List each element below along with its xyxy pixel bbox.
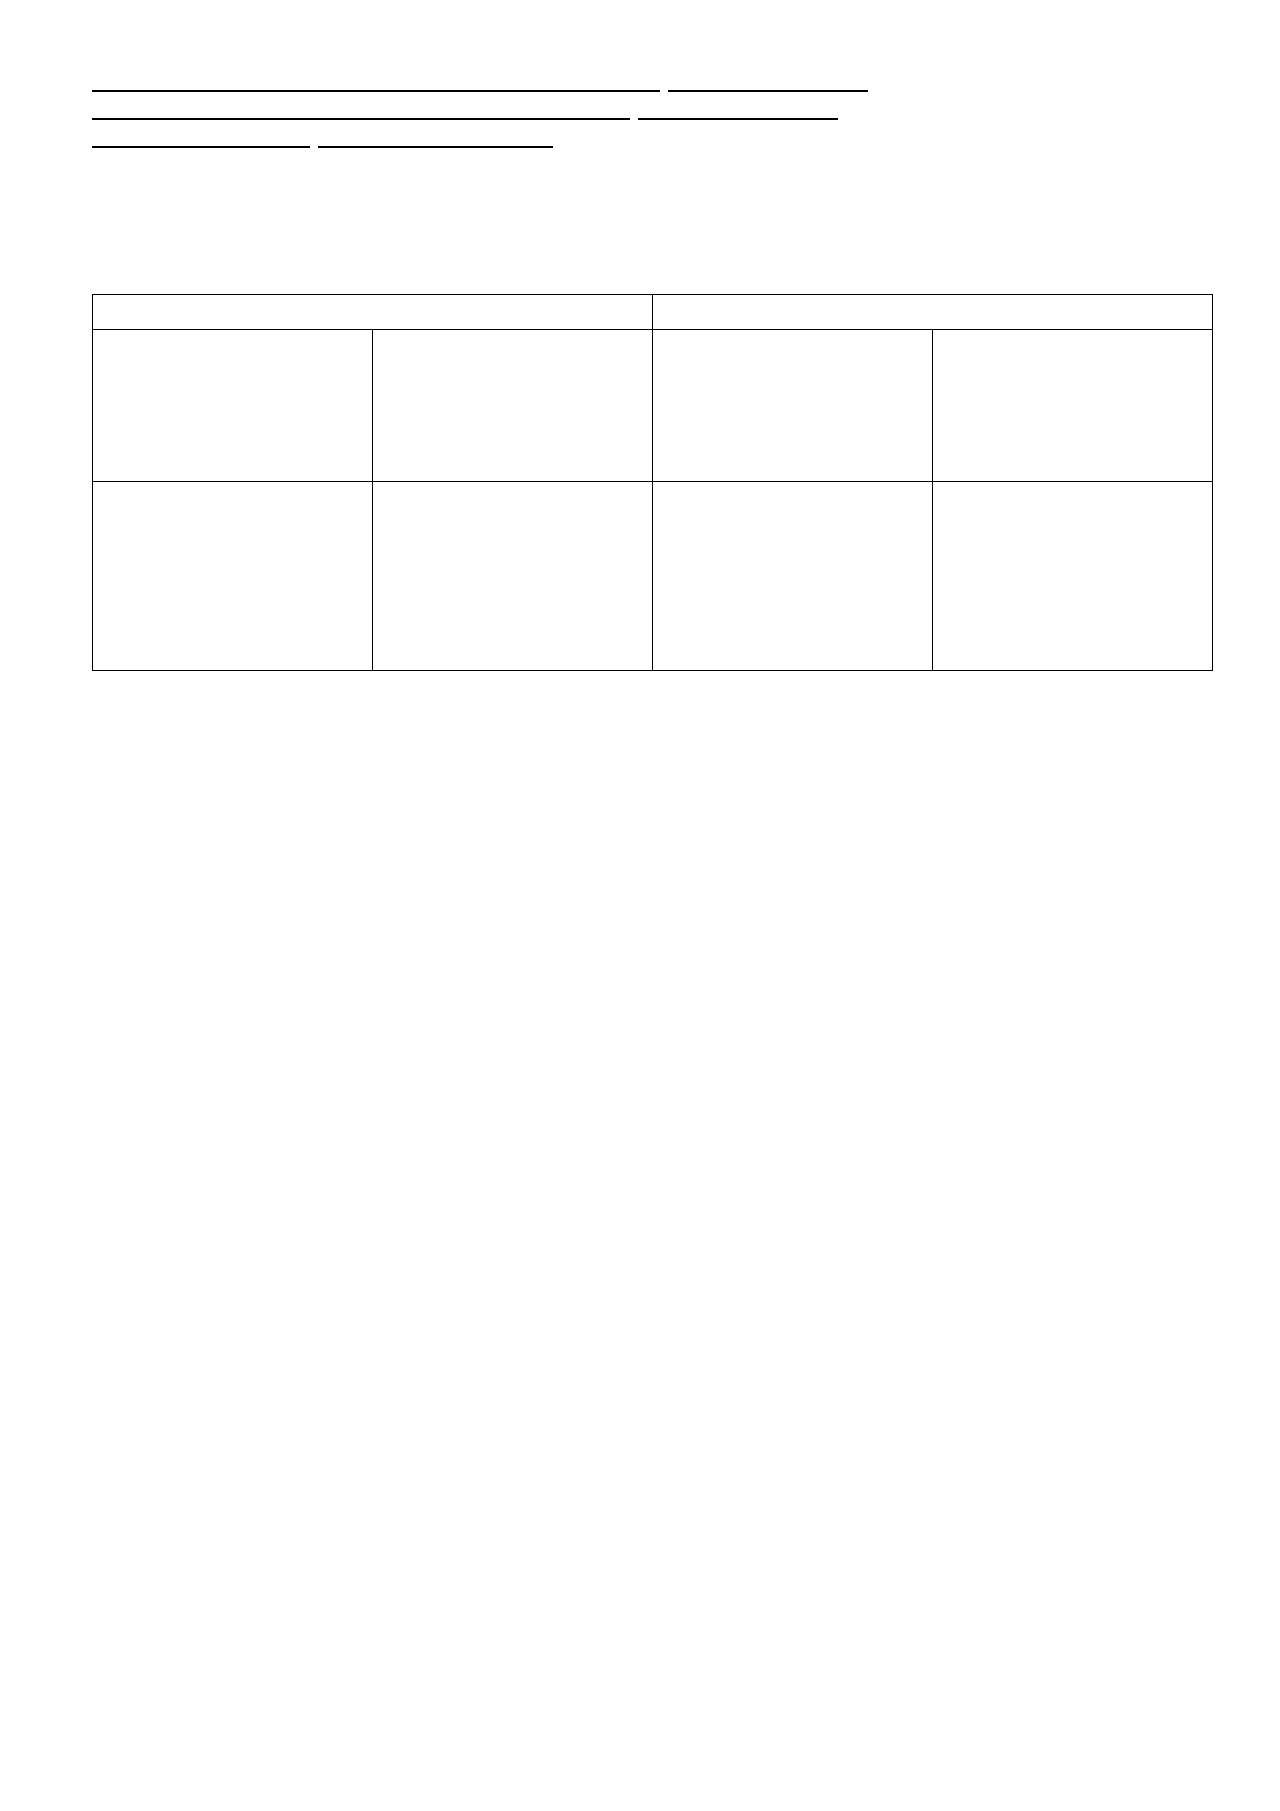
- name-date-line: [92, 70, 1212, 98]
- bottom-instructions-row: [93, 482, 1213, 671]
- date-field[interactable]: [668, 70, 868, 92]
- arts-what-i-know-instructions-1: [653, 330, 933, 482]
- parent-signature-field[interactable]: [318, 126, 553, 148]
- answer-table: [92, 294, 1213, 671]
- score-field[interactable]: [638, 98, 838, 120]
- teacher-score-line: [92, 98, 1212, 126]
- music-fill-blanks-instructions: [93, 330, 373, 482]
- music-header: [93, 295, 653, 330]
- arts-what-i-know-instructions-2: [933, 330, 1213, 482]
- teacher-field[interactable]: [92, 98, 630, 120]
- music-assessment-instructions-2: [373, 482, 653, 671]
- arts-header: [653, 295, 1213, 330]
- music-assessment-instructions-1: [93, 482, 373, 671]
- section-parent-line: [92, 126, 1212, 154]
- answer-sheet-header: [92, 70, 1212, 154]
- section-field[interactable]: [92, 126, 310, 148]
- name-field[interactable]: [92, 70, 660, 92]
- jumble-it-instructions: [933, 482, 1213, 671]
- music-fact-bluff-instructions: [373, 330, 653, 482]
- top-instructions-row: [93, 330, 1213, 482]
- arts-assessment-instructions: [653, 482, 933, 671]
- subject-header-row: [93, 295, 1213, 330]
